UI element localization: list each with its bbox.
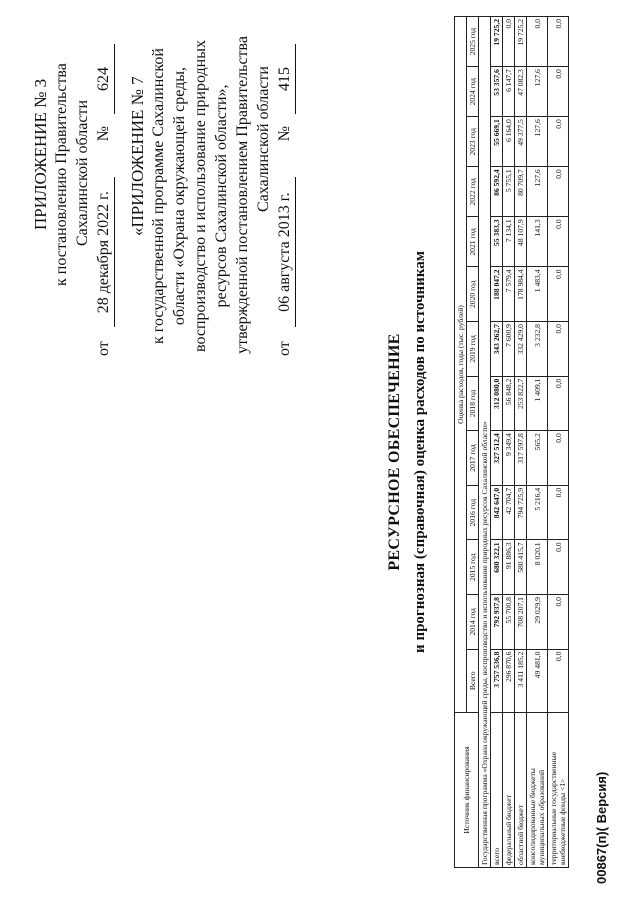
table-cell: 55 383,3: [491, 217, 503, 267]
table-cell: 7 579,4: [503, 267, 515, 322]
table-cell: 47 082,3: [515, 67, 527, 117]
table-cell: 296 870,6: [503, 649, 515, 712]
column-header: 2022 год: [467, 167, 479, 217]
table-cell: 86 592,4: [491, 167, 503, 217]
row-label: всего: [491, 713, 503, 868]
table-cell: 178 984,4: [515, 267, 527, 322]
table-cell: 565,2: [527, 431, 548, 486]
table-row: [548, 17, 569, 868]
table-cell: 127,6: [527, 117, 548, 167]
table-cell: 6 164,0: [503, 117, 515, 167]
appendix-num-sign: №: [95, 125, 112, 142]
row-label: федеральный бюджет: [503, 713, 515, 868]
table-cell: 1 409,1: [527, 376, 548, 431]
table-cell: 53 357,6: [491, 67, 503, 117]
column-header: 2025 год: [467, 17, 479, 67]
table-row: [503, 17, 515, 868]
program-row: [479, 17, 491, 868]
column-header: 2023 год: [467, 117, 479, 167]
appendix-date-row: [93, 36, 115, 356]
table-cell: 0,0: [527, 17, 548, 67]
table-cell: 0,0: [548, 267, 569, 322]
appendix-line1: к постановлению Правительства: [53, 63, 70, 286]
table-cell: 8 020,1: [527, 540, 548, 595]
table-cell: 29 029,9: [527, 595, 548, 650]
table-cell: 327 512,4: [491, 431, 503, 486]
table-cell: 317 597,8: [515, 431, 527, 486]
row-label: консолидированные бюджеты муниципальных образований: [527, 713, 548, 868]
column-header: 2019 год: [467, 322, 479, 377]
table-cell: 3 232,8: [527, 322, 548, 377]
table-cell: 1 483,4: [527, 267, 548, 322]
appendix-line2: Сахалинской области: [74, 99, 91, 246]
table-cell: 0,0: [548, 376, 569, 431]
column-header: 2024 год: [467, 67, 479, 117]
table-cell: 312 080,0: [491, 376, 503, 431]
table-cell: 580 415,7: [515, 540, 527, 595]
table-cell: 0,0: [548, 117, 569, 167]
table-cell: 0,0: [548, 431, 569, 486]
table-cell: 127,6: [527, 167, 548, 217]
table-cell: 127,6: [527, 67, 548, 117]
table-cell: 56 848,2: [503, 376, 515, 431]
prev-line2: области «Охрана окружающей среды,: [171, 66, 188, 326]
table-cell: 49 377,5: [515, 117, 527, 167]
table-cell: 48 107,9: [515, 217, 527, 267]
table-cell: 0,0: [548, 17, 569, 67]
appendix-block: [30, 36, 296, 356]
table-cell: 842 647,0: [491, 485, 503, 540]
table-cell: 708 207,1: [515, 595, 527, 650]
column-header: Всего: [467, 649, 479, 712]
resource-table: [454, 16, 569, 868]
table-cell: 0,0: [548, 649, 569, 712]
table-cell: 49 481,0: [527, 649, 548, 712]
prev-ot: от: [276, 341, 293, 356]
table-cell: 42 704,7: [503, 485, 515, 540]
appendix-title: ПРИЛОЖЕНИЕ № 3: [31, 78, 50, 230]
column-header: 2015 год: [467, 540, 479, 595]
appendix-date: 28 декабря 2022 г.: [93, 177, 115, 327]
table-row: [491, 17, 503, 868]
table-cell: 680 322,1: [491, 540, 503, 595]
table-cell: 792 937,8: [491, 595, 503, 650]
table-cell: 6 147,7: [503, 67, 515, 117]
prev-line4: ресурсов Сахалинской области»,: [213, 84, 230, 308]
table-cell: 332 429,0: [515, 322, 527, 377]
table-cell: 55 669,1: [491, 117, 503, 167]
prev-line6: Сахалинской области: [255, 66, 272, 213]
column-header: 2018 год: [467, 376, 479, 431]
program-name: Государственная программа «Охрана окружающей среды, воспроизводство и использование природных ресурсов Сахалинской области»: [479, 17, 491, 868]
table-header-row: [455, 17, 467, 868]
table-cell: 0,0: [548, 540, 569, 595]
row-label: территориальные государственные внебюджетные фонды <1>: [548, 713, 569, 868]
document-title: РЕСУРСНОЕ ОБЕСПЕЧЕНИЕ: [386, 333, 403, 571]
appendix-ot: от: [95, 341, 112, 356]
table-cell: 5 755,1: [503, 167, 515, 217]
column-header: 2014 год: [467, 595, 479, 650]
table-cell: 253 822,7: [515, 376, 527, 431]
table-cell: 0,0: [548, 595, 569, 650]
table-cell: 7 600,9: [503, 322, 515, 377]
table-cell: 19 725,2: [491, 17, 503, 67]
table-cell: 0,0: [548, 67, 569, 117]
appendix-number: 624: [93, 44, 115, 114]
row-label: областной бюджет: [515, 713, 527, 868]
prev-appendix-title: «ПРИЛОЖЕНИЕ № 7: [128, 76, 147, 236]
table-row: [515, 17, 527, 868]
prev-line1: к государственной программе Сахалинской: [150, 48, 167, 344]
prev-number: 415: [274, 44, 296, 114]
prev-line5: утвержденной постановлением Правительства: [234, 36, 251, 354]
estimate-header: Оценка расходов, годы (тыс. рублей): [455, 17, 467, 713]
column-header: 2017 год: [467, 431, 479, 486]
column-header: 2021 год: [467, 217, 479, 267]
table-cell: 0,0: [548, 217, 569, 267]
table-cell: 91 886,3: [503, 540, 515, 595]
table-cell: 55 700,8: [503, 595, 515, 650]
table-cell: 9 349,4: [503, 431, 515, 486]
table-cell: 0,0: [503, 17, 515, 67]
table-cell: 80 709,7: [515, 167, 527, 217]
table-cell: 343 262,7: [491, 322, 503, 377]
prev-line3: воспроизводство и использование природных: [192, 40, 209, 352]
prev-date: 06 августа 2013 г.: [274, 177, 296, 327]
table-cell: 141,3: [527, 217, 548, 267]
table-cell: 0,0: [548, 485, 569, 540]
table-cell: 3 411 185,2: [515, 649, 527, 712]
document-subtitle: и прогнозная (справочная) оценка расходов по источникам: [412, 251, 428, 653]
table-cell: 19 725,2: [515, 17, 527, 67]
table-cell: 3 757 536,8: [491, 649, 503, 712]
table-cell: 188 047,2: [491, 267, 503, 322]
table-cell: 5 216,4: [527, 485, 548, 540]
prev-date-row: [274, 36, 296, 356]
table-cell: 0,0: [548, 167, 569, 217]
column-header: 2020 год: [467, 267, 479, 322]
footer-code: 00867(п)( Версия): [594, 771, 609, 884]
table-row: [527, 17, 548, 868]
table-cell: 7 134,1: [503, 217, 515, 267]
source-header: Источник финансирования: [455, 713, 479, 868]
prev-num-sign: №: [276, 125, 293, 142]
table-cell: 0,0: [548, 322, 569, 377]
table-cell: 794 725,9: [515, 485, 527, 540]
column-header: 2016 год: [467, 485, 479, 540]
